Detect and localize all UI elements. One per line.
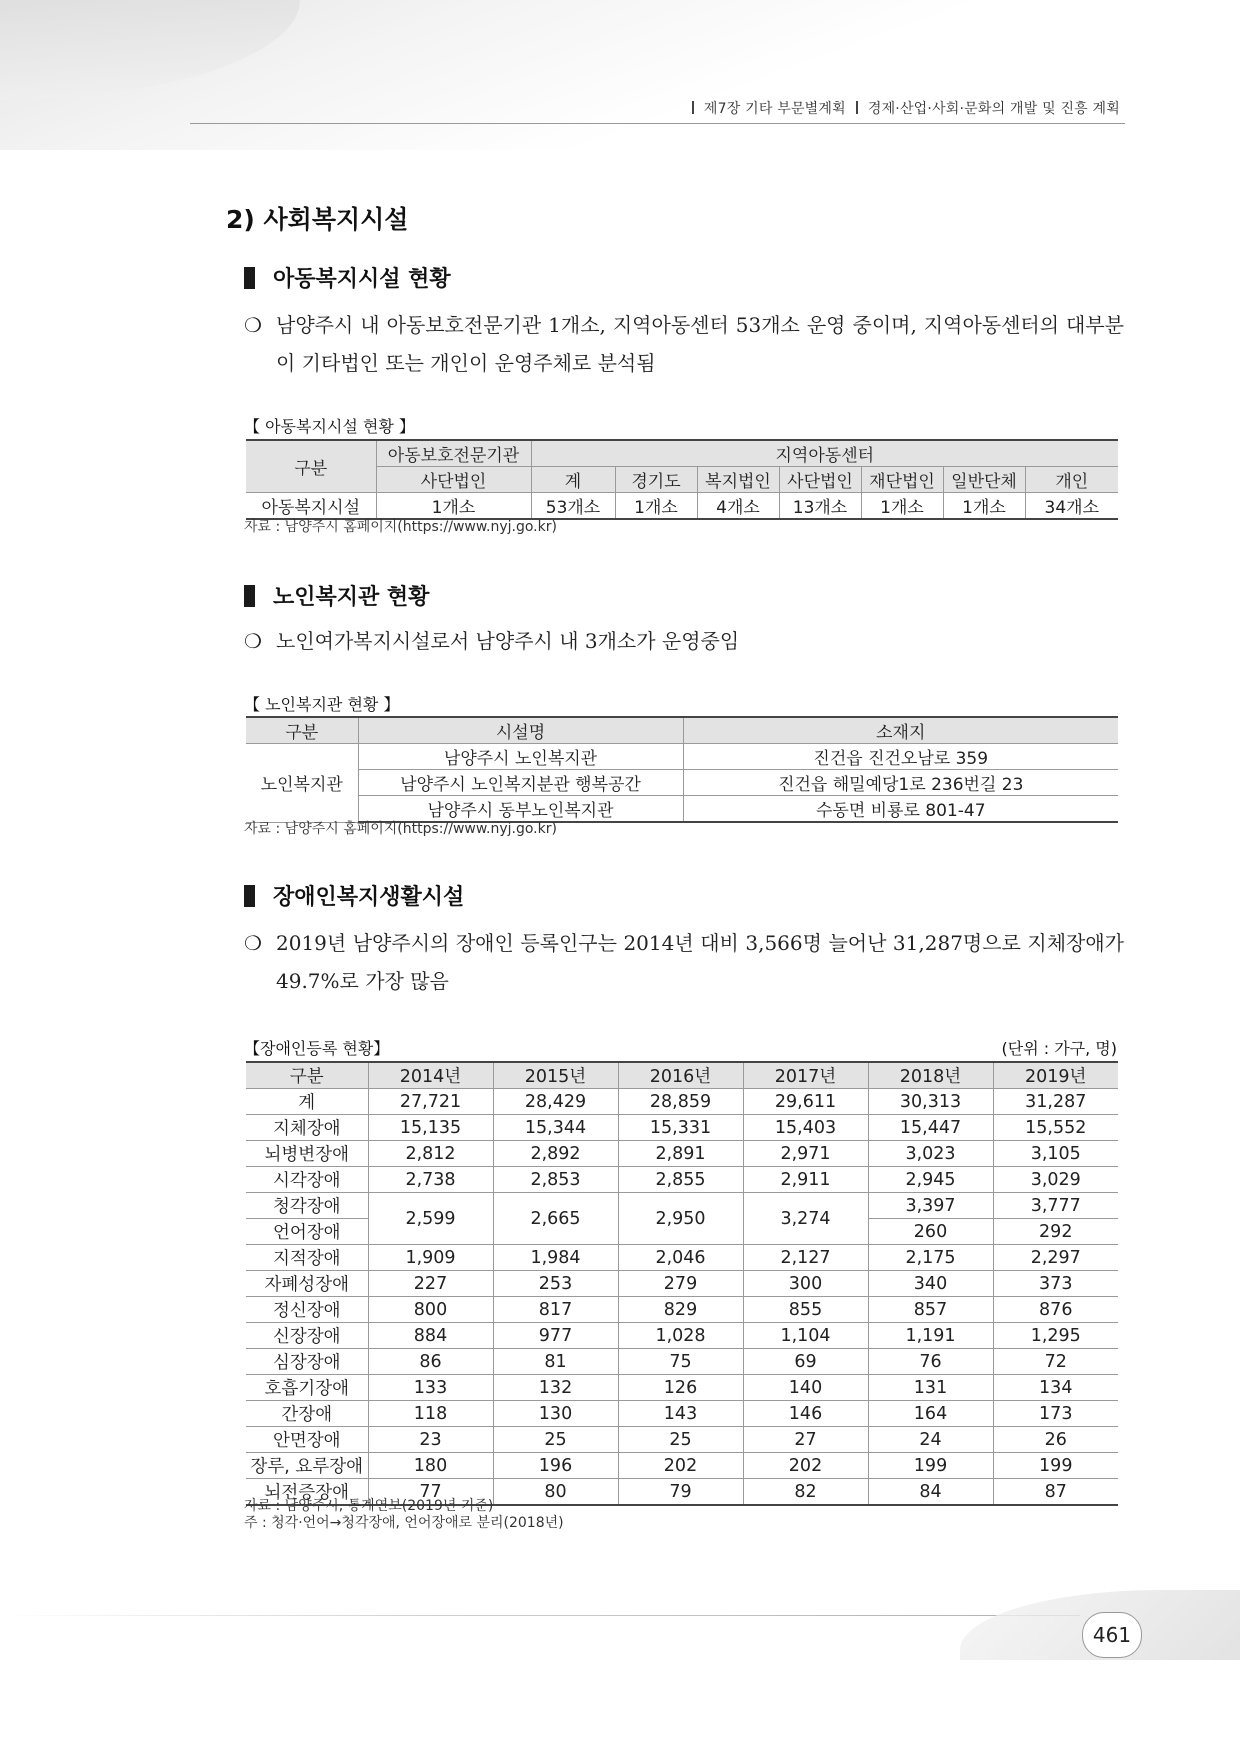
cell: 1개소 [943,493,1025,520]
running-header [682,98,1120,118]
cell: 29,611 [743,1089,868,1115]
cell: 1,295 [993,1323,1118,1349]
elder-bullet-text: 노인여가복지시설로서 남양주시 내 3개소가 운영중임 [276,629,740,653]
facility-address: 진건읍 진건오남로 359 [683,744,1118,770]
cell: 2,891 [618,1141,743,1167]
cell: 76 [868,1349,993,1375]
cell: 279 [618,1271,743,1297]
th-sub: 계 [531,467,615,493]
header-chapter: 제7장 기타 부문별계획 [703,101,846,117]
elder-welfare-table [246,716,1118,823]
table-row [246,1375,1118,1401]
cell: 199 [868,1453,993,1479]
th-center: 지역아동센터 [531,440,1118,467]
cell: 1,909 [368,1245,493,1271]
cell: 173 [993,1401,1118,1427]
cell: 1,984 [493,1245,618,1271]
th-sub: 사단법인 [376,467,531,493]
circle-bullet-icon: ❍ [244,931,262,955]
cell: 260 [868,1219,993,1245]
column-header: 2015년 [493,1062,618,1089]
cell: 15,403 [743,1115,868,1141]
cell: 199 [993,1453,1118,1479]
column-header: 구분 [246,1062,368,1089]
elder-heading-text: 노인복지관 현황 [273,585,430,610]
cell: 196 [493,1453,618,1479]
disabled-table-caption: 【장애인등록 현황】 [244,1039,390,1058]
disabled-table-body [246,1062,1118,1505]
column-header: 2018년 [868,1062,993,1089]
cell: 13개소 [779,493,861,520]
circle-bullet-icon: ❍ [244,629,262,653]
column-header: 2019년 [993,1062,1118,1089]
cell: 829 [618,1297,743,1323]
child-heading-text: 아동복지시설 현황 [273,267,451,292]
cell: 817 [493,1297,618,1323]
cell: 2,853 [493,1167,618,1193]
cell: 1,028 [618,1323,743,1349]
cell: 30,313 [868,1089,993,1115]
square-bullet-icon [244,885,255,907]
row-label: 신장장애 [246,1323,368,1349]
cell: 2,665 [493,1193,618,1245]
row-label: 호흡기장애 [246,1375,368,1401]
disabled-note: 주 : 청각·언어→청각장애, 언어장애로 분리(2018년) [244,1515,564,1531]
column-header: 2017년 [743,1062,868,1089]
th-gubun: 구분 [246,440,376,493]
cell: 80 [493,1479,618,1506]
cell: 2,911 [743,1167,868,1193]
cell: 15,447 [868,1115,993,1141]
cell: 134 [993,1375,1118,1401]
cell: 3,105 [993,1141,1118,1167]
cell: 2,855 [618,1167,743,1193]
cell: 180 [368,1453,493,1479]
child-bullet [244,306,1124,382]
unit-label: (단위 : 가구, 명) [1001,1039,1117,1058]
table-row [246,1323,1118,1349]
cell: 373 [993,1271,1118,1297]
cell: 126 [618,1375,743,1401]
circle-bullet-icon: ❍ [244,313,262,337]
cell: 146 [743,1401,868,1427]
table-header-row [246,1062,1118,1089]
cell: 2,971 [743,1141,868,1167]
th: 구분 [246,717,358,744]
cell: 140 [743,1375,868,1401]
th-sub: 경기도 [615,467,697,493]
cell: 131 [868,1375,993,1401]
cell: 202 [743,1453,868,1479]
cell: 1개소 [615,493,697,520]
cell: 132 [493,1375,618,1401]
cell: 2,950 [618,1193,743,1245]
row-label: 청각장애 [246,1193,368,1219]
cell: 884 [368,1323,493,1349]
th-sub: 일반단체 [943,467,1025,493]
square-bullet-icon [244,585,255,607]
header-separator [856,101,858,114]
square-bullet-icon [244,267,255,289]
table-row [246,1453,1118,1479]
cell: 34개소 [1025,493,1118,520]
disabled-bullet [244,924,1124,1000]
row-label: 뇌병변장애 [246,1141,368,1167]
cell: 2,127 [743,1245,868,1271]
cell: 130 [493,1401,618,1427]
cell: 15,135 [368,1115,493,1141]
cell: 2,892 [493,1141,618,1167]
cell: 2,175 [868,1245,993,1271]
cell: 26 [993,1427,1118,1453]
disabled-heading-text: 장애인복지생활시설 [273,885,465,910]
row-label: 자폐성장애 [246,1271,368,1297]
header-separator [692,101,694,114]
section-title: 2) 사회복지시설 [226,205,409,234]
cell: 133 [368,1375,493,1401]
column-header: 2014년 [368,1062,493,1089]
cell: 72 [993,1349,1118,1375]
child-welfare-table [246,439,1118,520]
row-label: 안면장애 [246,1427,368,1453]
table-row [246,1245,1118,1271]
facility-address: 진건읍 해밀예당1로 236번길 23 [683,770,1118,796]
row-label: 간장애 [246,1401,368,1427]
child-table-caption: 【 아동복지시설 현황 】 [244,417,415,436]
disabled-bullet-text: 2019년 남양주시의 장애인 등록인구는 2014년 대비 3,566명 늘어난 31,287명으로 지체장애가 49.7%로 가장 많음 [276,931,1124,993]
th-agency: 아동보호전문기관 [376,440,531,467]
row-label: 지적장애 [246,1245,368,1271]
header-rule [190,123,1125,124]
child-welfare-heading [244,262,451,293]
page-number: 461 [1082,1612,1142,1658]
cell: 1,191 [868,1323,993,1349]
table-row [246,1167,1118,1193]
cell: 164 [868,1401,993,1427]
cell: 15,331 [618,1115,743,1141]
cell: 84 [868,1479,993,1506]
disabled-welfare-heading [244,880,464,911]
cell: 292 [993,1219,1118,1245]
th: 시설명 [358,717,683,744]
facility-name: 남양주시 동부노인복지관 [358,796,683,823]
cell: 340 [868,1271,993,1297]
table-row [246,1297,1118,1323]
cell: 118 [368,1401,493,1427]
cell: 25 [618,1427,743,1453]
cell: 857 [868,1297,993,1323]
cell: 31,287 [993,1089,1118,1115]
table-row [246,1115,1118,1141]
elder-source: 자료 : 남양주시 홈페이지(https://www.nyj.go.kr) [244,821,557,837]
row-label: 아동복지시설 [246,493,376,520]
cell: 23 [368,1427,493,1453]
disabled-registration-table [246,1061,1118,1506]
cell: 28,859 [618,1089,743,1115]
cell: 75 [618,1349,743,1375]
row-label: 뇌전증장애 [246,1479,368,1506]
cell: 800 [368,1297,493,1323]
row-label: 장루, 요루장애 [246,1453,368,1479]
cell: 53개소 [531,493,615,520]
table-row [246,1271,1118,1297]
facility-address: 수동면 비룡로 801-47 [683,796,1118,823]
table-row [246,1141,1118,1167]
cell: 81 [493,1349,618,1375]
th-sub: 사단법인 [779,467,861,493]
cell: 2,945 [868,1167,993,1193]
row-label: 심장장애 [246,1349,368,1375]
cell: 1개소 [376,493,531,520]
cell: 15,344 [493,1115,618,1141]
elder-table-caption: 【 노인복지관 현황 】 [244,695,400,714]
cell: 79 [618,1479,743,1506]
cell: 77 [368,1479,493,1506]
table-row [246,1401,1118,1427]
facility-name: 남양주시 노인복지관 [358,744,683,770]
facility-name: 남양주시 노인복지분관 행복공간 [358,770,683,796]
cell: 4개소 [697,493,779,520]
cell: 2,297 [993,1245,1118,1271]
cell: 143 [618,1401,743,1427]
row-label: 정신장애 [246,1297,368,1323]
cell: 28,429 [493,1089,618,1115]
th-sub: 재단법인 [861,467,943,493]
cell: 202 [618,1453,743,1479]
footer-rule [0,1615,1080,1616]
cell: 2,046 [618,1245,743,1271]
th: 소재지 [683,717,1118,744]
cell: 86 [368,1349,493,1375]
row-label: 언어장애 [246,1219,368,1245]
row-label: 지체장애 [246,1115,368,1141]
table-row [246,1349,1118,1375]
cell: 82 [743,1479,868,1506]
elder-bullet [244,622,1124,660]
cell: 3,023 [868,1141,993,1167]
header-section: 경제·산업·사회·문화의 개발 및 진흥 계획 [867,101,1120,117]
cell: 876 [993,1297,1118,1323]
th-sub: 복지법인 [697,467,779,493]
table-row [246,1193,1118,1219]
cell: 27 [743,1427,868,1453]
cell: 3,397 [868,1193,993,1219]
cell: 87 [993,1479,1118,1506]
child-bullet-text: 남양주시 내 아동보호전문기관 1개소, 지역아동센터 53개소 운영 중이며, 지역아동센터의 대부분이 기타법인 또는 개인이 운영주체로 분석됨 [276,313,1124,375]
cell: 3,777 [993,1193,1118,1219]
cell: 69 [743,1349,868,1375]
cell: 2,812 [368,1141,493,1167]
table-row [246,1089,1118,1115]
cell: 1개소 [861,493,943,520]
th-sub: 개인 [1025,467,1118,493]
cell: 977 [493,1323,618,1349]
cell: 1,104 [743,1323,868,1349]
row-label: 시각장애 [246,1167,368,1193]
cell: 15,552 [993,1115,1118,1141]
row-label: 계 [246,1089,368,1115]
cell: 300 [743,1271,868,1297]
cell: 3,029 [993,1167,1118,1193]
cell: 2,738 [368,1167,493,1193]
cell: 227 [368,1271,493,1297]
cell: 253 [493,1271,618,1297]
cell: 2,599 [368,1193,493,1245]
disabled-source: 자료 : 남양주시, 통계연보(2019년 기준) [244,1498,494,1514]
elder-welfare-heading [244,580,429,611]
cell: 25 [493,1427,618,1453]
cell: 855 [743,1297,868,1323]
column-header: 2016년 [618,1062,743,1089]
cell: 3,274 [743,1193,868,1245]
cell: 24 [868,1427,993,1453]
child-source: 자료 : 남양주시 홈페이지(https://www.nyj.go.kr) [244,519,557,535]
cell: 27,721 [368,1089,493,1115]
table-row [246,1427,1118,1453]
group-label: 노인복지관 [246,744,358,823]
